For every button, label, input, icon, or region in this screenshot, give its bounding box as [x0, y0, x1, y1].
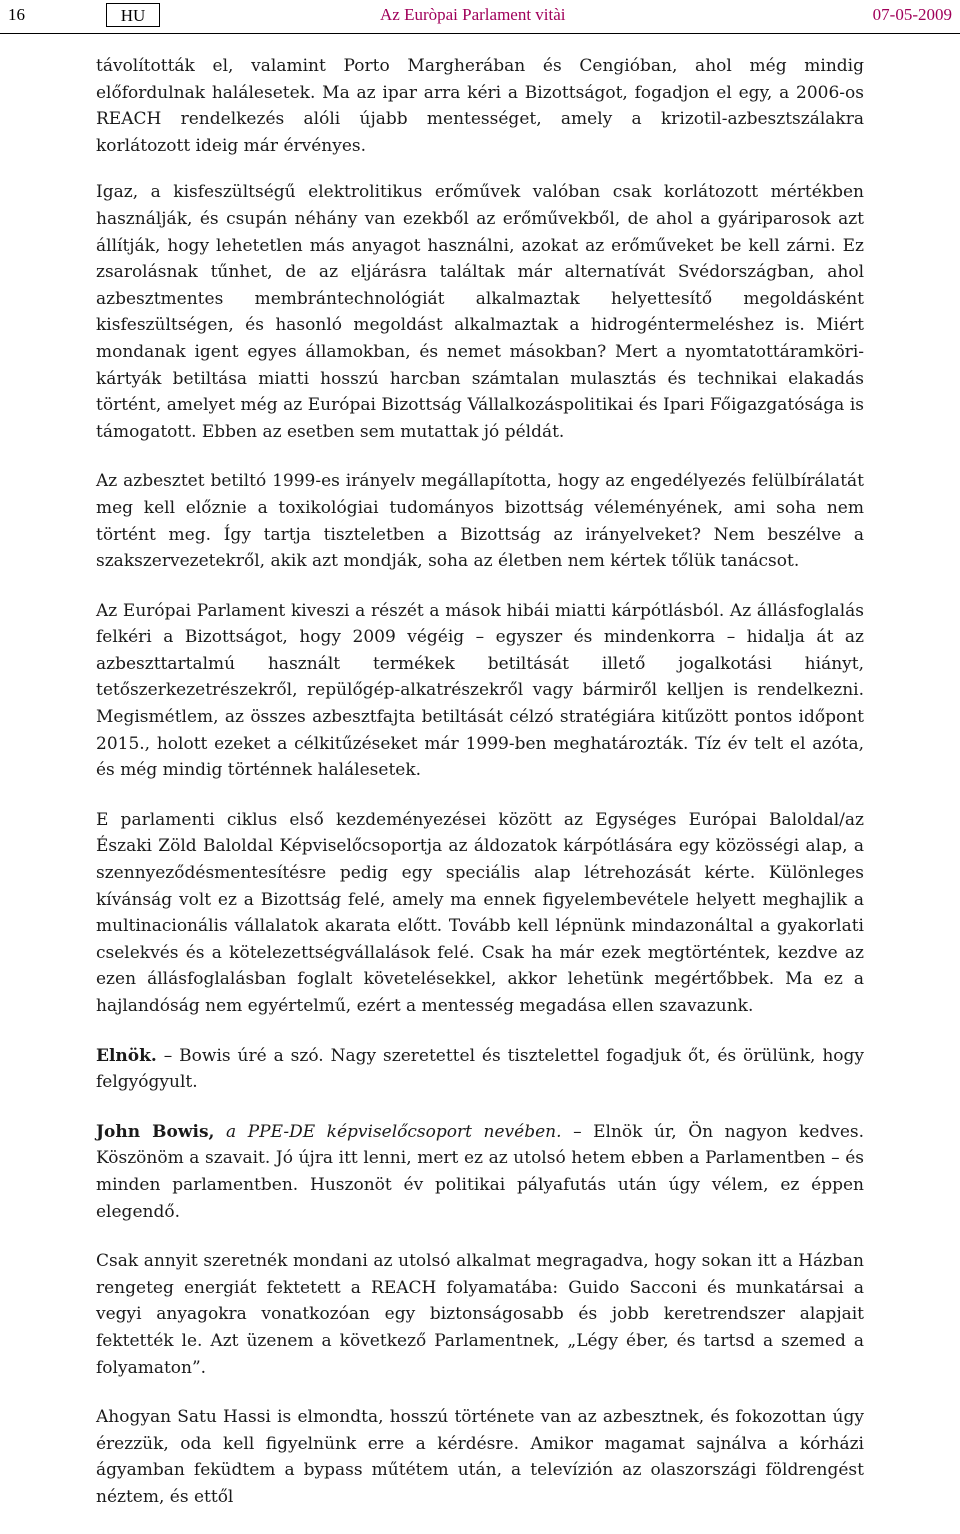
- paragraph: távolították el, valamint Porto Margherában és Cengióban, ahol még mindig előfordulnak halálesetek. Ma az ipar arra kéri a Bizottságot, fogadjon el egy, a 2006-os REACH rendelkezés alóli újabb mentességet, amely a krizotil-azbesztszálakra korlátozott ideig már érvényes.: [96, 56, 864, 156]
- paragraph: Igaz, a kisfeszültségű elektrolitikus erőművek valóban csak korlátozott mértékben használják, és csupán néhány van ezekből az erőművekből, de ahol a gyáriparosok azt állítják, hogy lehetetlen más anyagot használni, azokat az erőműveket be kell zárni. Ez zsarolásnak tűnhet, de az eljárásra találtak már alternatívát Svédországban, ahol azbesztmentes membrántechnológiát alkalmaztak helyettesítő megoldásként kisfeszültségen, és hasonló megoldást alkalmaztak a hidrogéntermeléshez is. Miért mondanak igent egyes államokban, és nemet másokban? Mert a nyomtatottáramköri-kártyák betiltása miatti hosszú harcban számtalan mulasztás és technikai elakadás történt, amelyet még az Európai Bizottság Vállalkozáspolitikai és Ipari Főigazgatósága is támogatott. Ebben az esetben sem mutattak jó példát.: [96, 182, 864, 442]
- header-divider: [0, 33, 960, 34]
- document-body: [96, 53, 864, 1534]
- bowis-statement: [96, 1119, 864, 1225]
- president-statement: [96, 1043, 864, 1096]
- speaker-name: John Bowis,: [96, 1121, 215, 1142]
- paragraph: E parlamenti ciklus első kezdeményezései között az Egységes Európai Baloldal/az Északi Zöld Baloldal Képviselőcsoportja az áldozatok kárpótlására egy közösségi alap, a szennyeződésmentesítésre pedig egy speciális alap létrehozását kérte. Különleges kívánság volt ez a Bizottság felé, amely ma ennek figyelembevétele helyett meghajlik a multinacionális vállalatok akarata előtt. Tovább kell lépnünk mindazonáltal a gyakorlati cselekvés és a kötelezettségvállalások felé. Csak ha már ezek megtörténtek, kezdve az ezen állásfoglalásban foglalt követelésekkel, akkor lehetünk megértőbbek. Ma ez a hajlandóság nem egyértelmű, ezért a mentesség megadása ellen szavazunk.: [96, 809, 864, 1016]
- paragraph: Az azbesztet betiltó 1999-es irányelv megállapította, hogy az engedélyezés felülbírálatát meg kell előznie a toxikológiai tudományos bizottság véleményének, ami soha nem történt meg. Így tartja tiszteletben a Bizottság az irányelveket? Nem beszélve a szakszervezetekről, akik azt mondják, soha az életben nem kértek tőlük tanácsot.: [96, 471, 864, 572]
- statement-text: – Bowis úré a szó. Nagy szeretettel és tisztelettel fogadjuk őt, és örülünk, hogy felgyógyult.: [96, 1045, 864, 1093]
- speaker-role: a PPE-DE képviselőcsoport nevében.: [214, 1121, 574, 1142]
- document-date: 07-05-2009: [872, 5, 952, 24]
- paragraph: Csak annyit szeretnék mondani az utolsó alkalmat megragadva, hogy sokan itt a Házban rengeteg energiát fektetett a REACH folyamatába: Guido Sacconi és munkatársai a vegyi anyagokra vonatkozóan egy biztonságosabb és jobb keretrendszer alapjait fektették le. Azt üzenem a következő Parlamentnek, „Légy éber, és tartsd a szemed a folyamaton”.: [96, 1251, 864, 1378]
- paragraph: Az Európai Parlament kiveszi a részét a mások hibái miatti kárpótlásból. Az állásfoglalás felkéri a Bizottságot, hogy 2009 végéig – egyszer és mindenkorra – hidalja át az azbeszttartalmú használt termékek betiltását illető jogalkotási hiányt, tetőszerkezetrészekről, repülőgép-alkatrészekről vagy bármiről kelljen is rendelkezni. Megismétlem, az összes azbesztfajta betiltását célzó stratégiára kitűzött pontos időpont 2015., holott ezeket a célkitűzéseket már 1999-ben meghatározták. Tíz év telt el azóta, és még mindig történnek halálesetek.: [96, 600, 864, 781]
- statement-text: – Elnök úr, Ön nagyon kedves. Köszönöm a szavait. Jó újra itt lenni, mert ez az utolsó hetem ebben a Parlamentben – és minden parlamentben. Huszonöt év politikai pályafutás után úgy vélem, ez éppen elegendő.: [96, 1121, 865, 1222]
- page-number: 16: [8, 5, 25, 24]
- language-badge: HU: [106, 3, 160, 27]
- paragraph: Ahogyan Satu Hassi is elmondta, hosszú története van az azbesztnek, és fokozottan úgy érezzük, oda kell figyelnünk erre a kérdésre. Amikor magamat sajnálva a kórházi ágyamban feküdtem a bypass műtétem után, a televízión az olaszországi földrengést néztem, és ettől: [96, 1407, 864, 1507]
- page-header: [0, 0, 960, 34]
- document-title: Az Euròpai Parlament vitài: [380, 5, 566, 24]
- speaker-name: Elnök.: [96, 1045, 157, 1066]
